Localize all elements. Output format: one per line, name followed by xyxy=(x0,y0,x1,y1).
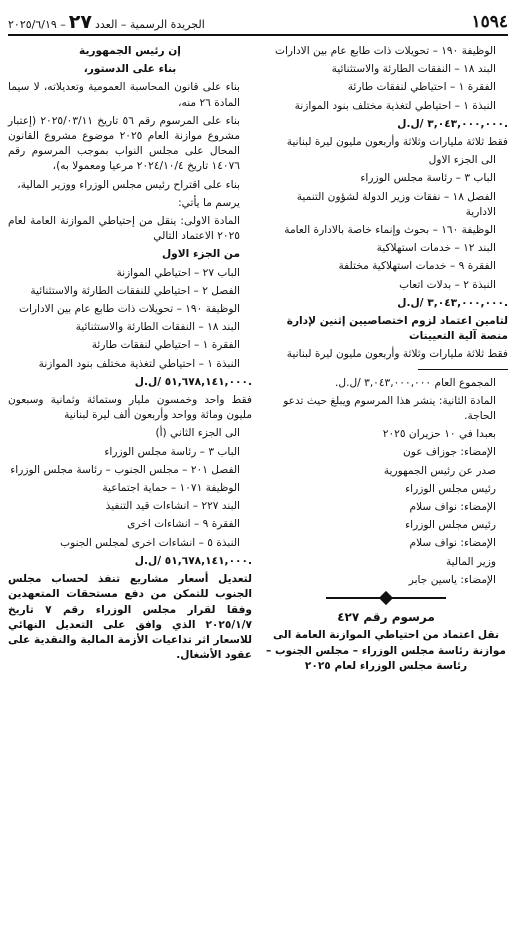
gazette-masthead xyxy=(8,13,205,34)
text-line: الوظيفة ١٩٠ – تحويلات ذات طابع عام بين الادارات xyxy=(274,45,496,57)
text-line: صدر عن رئيس الجمهورية xyxy=(383,464,496,477)
text-line: بناء على قانون المحاسبة العمومية وتعديلاته، لا سيما المادة ٢٦ منه، xyxy=(8,81,240,109)
text-line: المادة الثانية: ينشر هذا المرسوم ويبلغ حيث تدعو الحاجة. xyxy=(283,394,496,423)
left-column xyxy=(8,44,252,666)
text-line: وزير المالية xyxy=(445,555,496,568)
page-number: ١٥٩٤ xyxy=(471,12,508,32)
text-line: الإمضاء: نواف سلام xyxy=(409,501,496,514)
text-line: النبذة ١ – احتياطي لتغذية مختلف بنود الموازنة xyxy=(38,357,240,370)
text-line: بناء على المرسوم رقم ٥٦ تاريخ ٢٠٢٥/٠٣/١١ (إعتبار مشروع موازنة العام ٢٠٢٥ موضوع مشروع القانون المحال على مجلس النواب بموجب المرسوم رقم ١٤٠٧٦ تاريخ ٢٠٢٤/١٠/٤ مرعيا ومعمولا به)، xyxy=(8,114,240,173)
text-line: الفصل ١٨ – نفقات وزير الدولة لشؤون التنمية الادارية xyxy=(296,190,496,218)
issue-number: ٢٧ xyxy=(68,11,92,33)
text-line: الإمضاء: ياسين جابر xyxy=(408,573,496,586)
text-line: المادة الاولى: ينقل من إحتياطي الموازنة العامة لعام ٢٠٢٥ الاعتماد التالي xyxy=(8,215,240,243)
text-line: الباب ٣ – رئاسة مجلس الوزراء xyxy=(360,172,496,185)
amount-line: ٣,٠٤٣,٠٠٠,٠٠٠ /ل.ل. xyxy=(397,117,508,130)
separator-line xyxy=(418,369,508,370)
text-line: الباب ٢٧ – احتياطي الموازنة xyxy=(116,266,240,279)
text-line: الوظيفة ١٩٠ – تحويلات ذات طابع عام بين الادارات xyxy=(18,303,240,316)
text-line: الفقرة ١ – احتياطي لنفقات طارئة xyxy=(347,81,496,94)
text-line: رئيس مجلس الوزراء xyxy=(405,482,496,495)
text-line: المجموع العام ٣,٠٤٣,٠٠٠,٠٠٠ /ل.ل. xyxy=(335,376,496,389)
text-line: فقط ثلاثة مليارات وثلاثة وأربعون مليون ليرة لبنانية xyxy=(286,348,508,361)
text-line: الإمضاء: نواف سلام xyxy=(409,537,496,550)
amount-line: ٥١,٦٧٨,١٤١,٠٠٠ /ل.ل. xyxy=(134,375,252,388)
text-line: الفقرة ١ – احتياطي لنفقات طارئة xyxy=(91,339,240,352)
text-line: لتعديل أسعار مشاريع تنفذ لحساب مجلس الجنوب للتمكن من دفع مستحقات المتعهدين وفقا لقرار مجلس الوزراء رقم ٧ تاريخ ٢٠٢٥/١/٧ الذي وافق على التعديل النهائي للاسعار اثر تداعيات الأزمة المالية والنقدية على عقود الأشغال. xyxy=(8,573,253,662)
text-line: البند ١٨ – النفقات الطارئة والاستثنائية xyxy=(331,63,496,76)
text-line: الفصل ٢٠١ – مجلس الجنوب – رئاسة مجلس الوزراء xyxy=(10,463,240,476)
gazette-name: الجريدة الرسمية – العدد xyxy=(94,18,205,31)
text-line: يرسم ما يأتي: xyxy=(178,196,240,209)
text-line: الإمضاء: جوزاف عون xyxy=(403,446,496,459)
text-line: بناء على الدستور، xyxy=(83,63,177,76)
text-line: النبذة ٥ – انشاءات اخرى لمجلس الجنوب xyxy=(60,536,240,549)
decree-title: مرسوم رقم ٤٢٧ xyxy=(337,610,435,625)
text-line: الفصل ٢ – احتياطي للنفقات الطارئة والاستثنائية xyxy=(30,284,240,297)
amount-line: ٣,٠٤٣,٠٠٠,٠٠٠ /ل.ل. xyxy=(397,296,508,309)
text-line: فقط ثلاثة مليارات وثلاثة وأربعون مليون ليرة لبنانية xyxy=(286,136,508,149)
text-line: بعبدا في ١٠ حزيران ٢٠٢٥ xyxy=(382,428,496,441)
text-line: الى الجزء الاول xyxy=(428,154,496,167)
text-line: البند ١٨ – النفقات الطارئة والاستثنائية xyxy=(75,321,240,334)
text-line: الى الجزء الثاني (أ) xyxy=(155,427,240,440)
text-line: بناء على اقتراح رئيس مجلس الوزراء ووزير المالية، xyxy=(17,178,240,191)
amount-line: ٥١,٦٧٨,١٤١,٠٠٠ /ل.ل. xyxy=(134,554,252,567)
text-line: الفقرة ٩ – خدمات استهلاكية مختلفة xyxy=(338,260,496,273)
text-line: من الجزء الاول xyxy=(161,248,240,261)
page-header xyxy=(8,6,508,36)
text-line: إن رئيس الجمهورية xyxy=(79,45,181,57)
text-line: البند ٢٢٧ – انشاءات قيد التنفيذ xyxy=(105,500,240,513)
right-column xyxy=(264,44,508,677)
text-line: لتامين اعتماد لزوم اختصاصيين إثنين لإدارة منصة آلية التعيينات xyxy=(286,315,508,343)
issue-date: – ٢٠٢٥/٦/١٩ xyxy=(8,18,66,31)
text-line: الفقرة ٩ – انشاءات اخرى xyxy=(127,518,240,531)
text-line: فقط واحد وخمسون مليار وستمائة وثمانية وسبعون مليون ومائة وواحد وأربعون ألف ليرة لبنانية xyxy=(8,394,252,422)
text-line: النبذة ١ – احتياطي لتغذية مختلف بنود الموازنة xyxy=(294,99,496,112)
text-line: الوظيفة ١٠٧١ – حماية اجتماعية xyxy=(102,482,240,495)
text-line: البند ١٢ – خدمات استهلاكية xyxy=(376,242,496,255)
text-line: النبذة ٢ – بدلات اتعاب xyxy=(399,278,496,291)
text-line: الباب ٣ – رئاسة مجلس الوزراء xyxy=(104,445,240,458)
text-line: الوظيفة ١٦٠ – بحوث وإنماء خاصة بالادارة العامة xyxy=(284,224,496,237)
decree-subtitle: نقل اعتماد من احتياطي الموازنة العامة الى موازنة رئاسة مجلس الوزراء – مجلس الجنوب – رئاسة مجلس الوزراء لعام ٢٠٢٥ xyxy=(266,629,506,672)
divider-ornament xyxy=(326,594,446,602)
text-line: رئيس مجلس الوزراء xyxy=(405,519,496,532)
